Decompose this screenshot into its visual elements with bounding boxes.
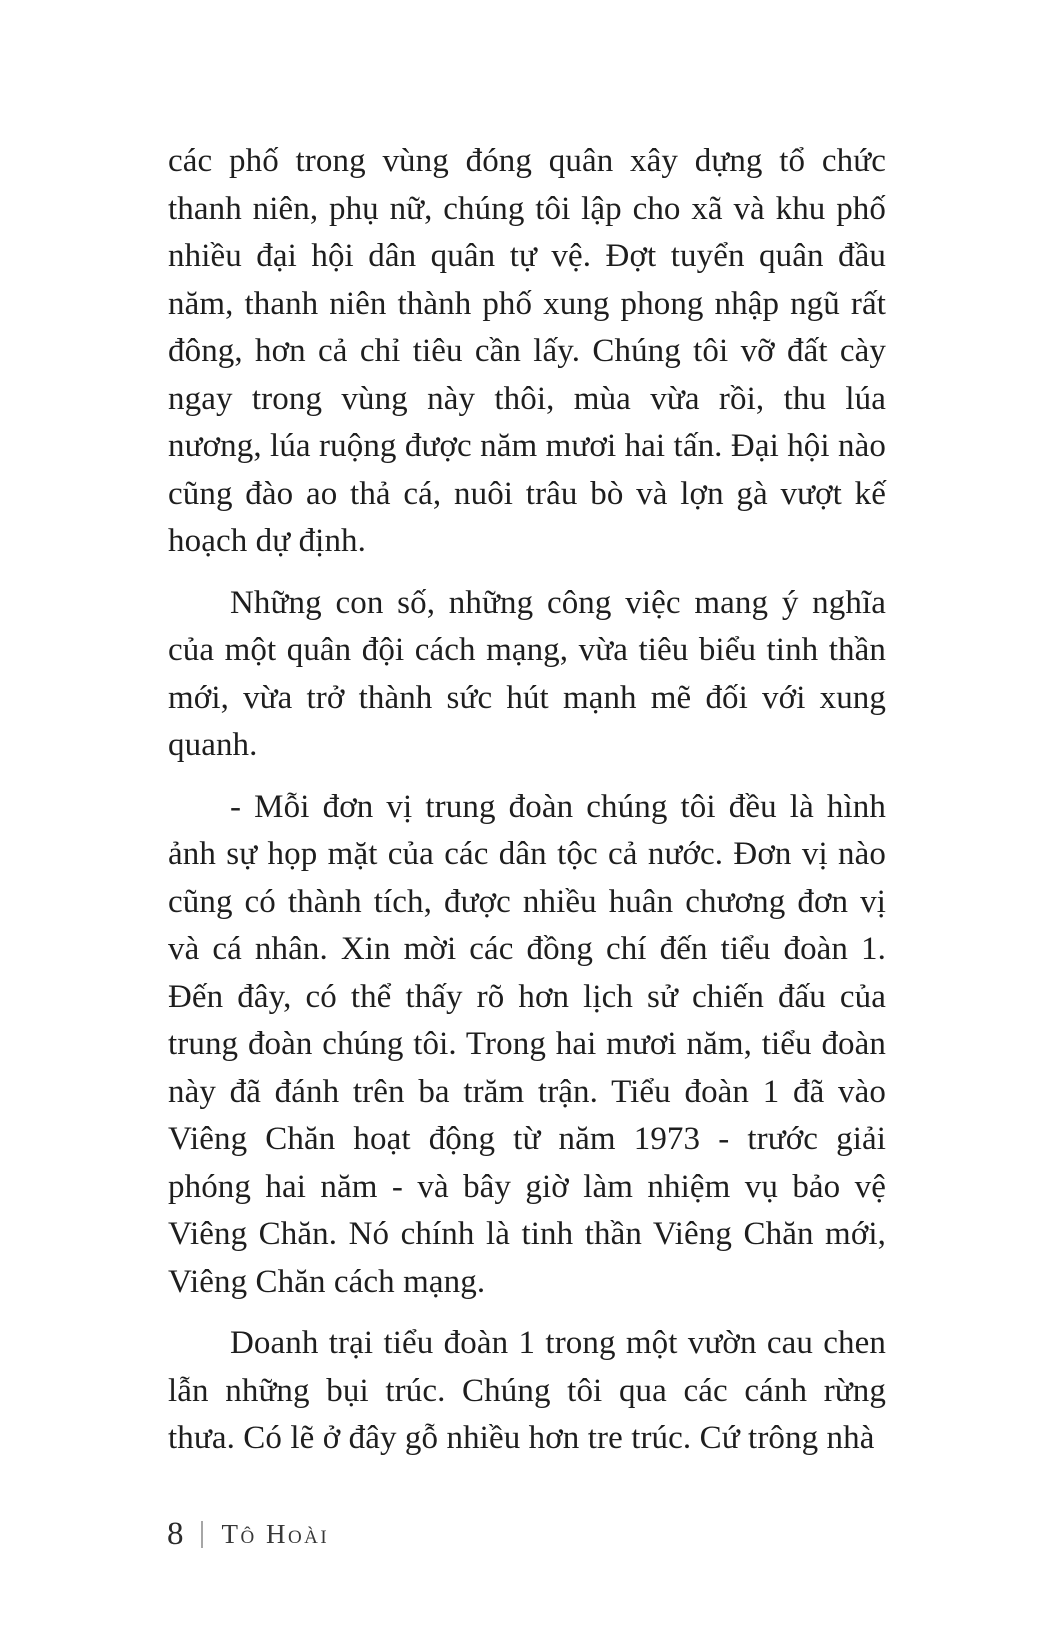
paragraph: Những con số, những công việc mang ý nghĩa của một quân đội cách mạng, vừa tiêu biểu tinh thần mới, vừa trở thành sức hút mạnh mẽ đối với xung quanh. [168,584,886,763]
page-footer [167,1516,329,1552]
body-text [168,138,886,1477]
paragraph: Doanh trại tiểu đoàn 1 trong một vườn cau chen lẫn những bụi trúc. Chúng tôi qua các cánh rừng thưa. Có lẽ ở đây gỗ nhiều hơn tre trúc. Cứ trông nhà [168,1325,886,1456]
footer-divider [201,1521,203,1548]
author-name: Tô Hoài [221,1519,330,1549]
paragraph: các phố trong vùng đóng quân xây dựng tổ chức thanh niên, phụ nữ, chúng tôi lập cho xã và khu phố nhiều đại hội dân quân tự vệ. Đợt tuyển quân đầu năm, thanh niên thành phố xung phong nhập ngũ rất đông, hơn cả chỉ tiêu cần lấy. Chúng tôi vỡ đất cày ngay trong vùng này thôi, mùa vừa rồi, thu lúa nương, lúa ruộng được năm mươi hai tấn. Đại hội nào cũng đào ao thả cá, nuôi trâu bò và lợn gà vượt kế hoạch dự định. [168,143,886,559]
page-number: 8 [167,1516,184,1552]
paragraph: - Mỗi đơn vị trung đoàn chúng tôi đều là hình ảnh sự họp mặt của các dân tộc cả nước. Đơn vị nào cũng có thành tích, được nhiều huân chương đơn vị và cá nhân. Xin mời các đồng chí đến tiểu đoàn 1. Đến đây, có thể thấy rõ hơn lịch sử chiến đấu của trung đoàn chúng tôi. Trong hai mươi năm, tiểu đoàn này đã đánh trên ba trăm trận. Tiểu đoàn 1 đã vào Viêng Chăn hoạt động từ năm 1973 - trước giải phóng hai năm - và bây giờ làm nhiệm vụ bảo vệ Viêng Chăn. Nó chính là tinh thần Viêng Chăn mới, Viêng Chăn cách mạng. [168,788,886,1300]
